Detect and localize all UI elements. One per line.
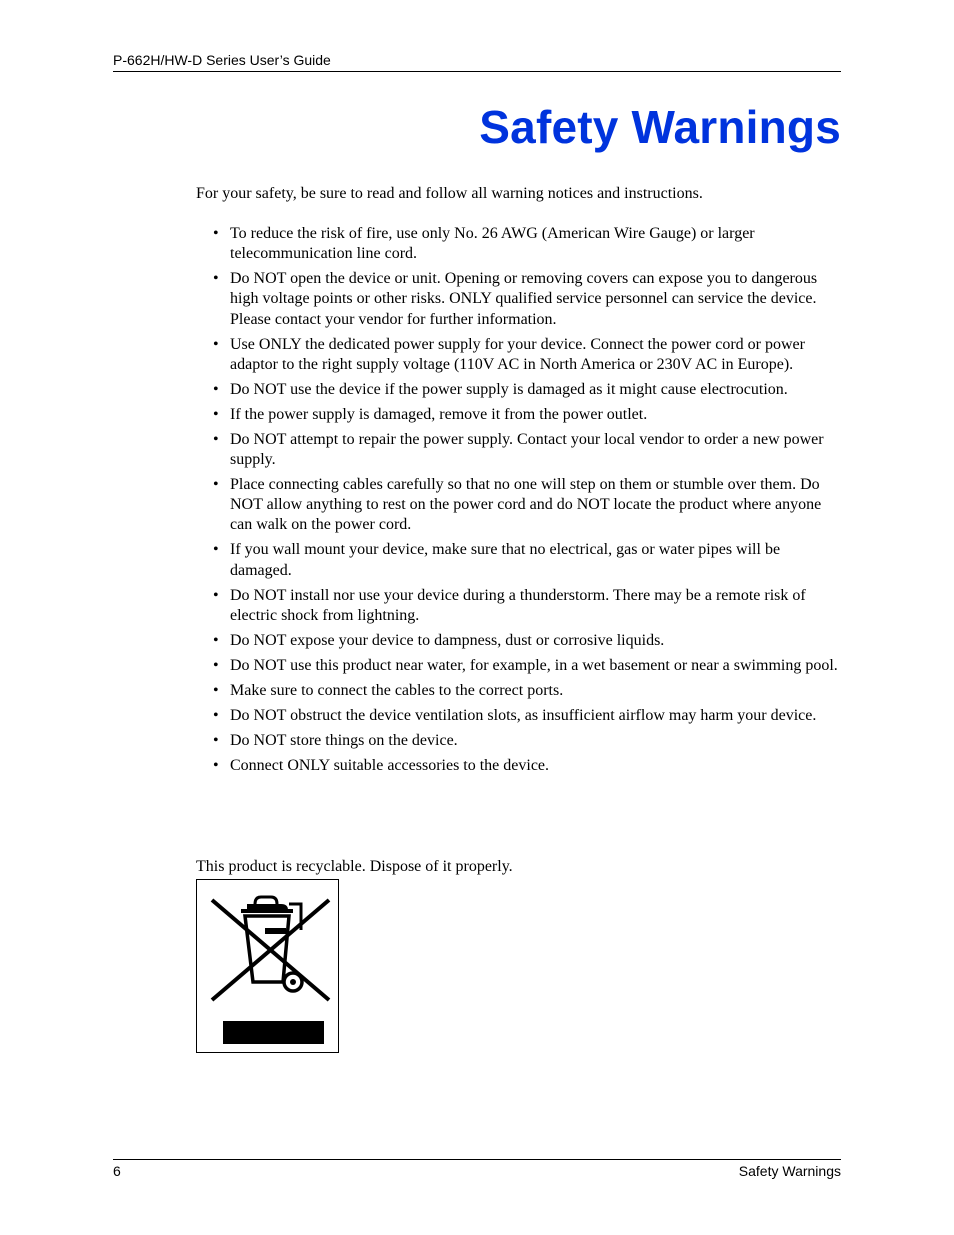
footer-divider bbox=[113, 1159, 841, 1160]
warning-item bbox=[196, 681, 842, 701]
crossed-out-wheelie-bin-icon bbox=[197, 880, 338, 1052]
bullet-icon: • bbox=[213, 586, 219, 604]
warning-list bbox=[196, 224, 842, 781]
bullet-icon: • bbox=[213, 405, 219, 423]
warning-text: Do NOT open the device or unit. Opening or removing covers can expose you to dangerous high voltage points or other risks. ONLY qualified service personnel can service the device. Please contact your vendor for further information. bbox=[230, 270, 818, 328]
running-header: P-662H/HW-D Series User’s Guide bbox=[113, 52, 331, 68]
bullet-icon: • bbox=[213, 270, 219, 288]
page-title: Safety Warnings bbox=[479, 101, 841, 153]
warning-text: If the power supply is damaged, remove it from the power outlet. bbox=[230, 405, 648, 423]
warning-item bbox=[196, 269, 842, 330]
warning-text: If you wall mount your device, make sure that no electrical, gas or water pipes will be damaged. bbox=[230, 541, 781, 579]
footer-section-title: Safety Warnings bbox=[738, 1163, 841, 1179]
bullet-icon: • bbox=[213, 656, 219, 674]
warning-item bbox=[196, 224, 842, 264]
warning-item bbox=[196, 430, 842, 470]
warning-text: Place connecting cables carefully so that no one will step on them or stumble over them. Do NOT allow anything to rest on the power cord and do NOT locate the product where anyone can walk on the power cord. bbox=[230, 476, 822, 534]
warning-text: Make sure to connect the cables to the correct ports. bbox=[230, 681, 564, 699]
warning-text: Do NOT obstruct the device ventilation slots, as insufficient airflow may harm your device. bbox=[230, 706, 817, 724]
bullet-icon: • bbox=[213, 731, 219, 749]
warning-text: Do NOT expose your device to dampness, dust or corrosive liquids. bbox=[230, 631, 665, 649]
warning-item bbox=[196, 475, 842, 536]
warning-text: Connect ONLY suitable accessories to the device. bbox=[230, 756, 550, 774]
warning-item bbox=[196, 405, 842, 425]
warning-text: Do NOT use the device if the power supply is damaged as it might cause electrocution. bbox=[230, 380, 788, 398]
warning-text: Use ONLY the dedicated power supply for your device. Connect the power cord or power adaptor to the right supply voltage (110V AC in North America or 230V AC in Europe). bbox=[230, 335, 805, 373]
bullet-icon: • bbox=[213, 631, 219, 649]
bullet-icon: • bbox=[213, 706, 219, 724]
warning-item bbox=[196, 335, 842, 375]
warning-text: To reduce the risk of fire, use only No. 26 AWG (American Wire Gauge) or larger telecommunication line cord. bbox=[230, 225, 755, 263]
warning-item bbox=[196, 380, 842, 400]
warning-text: Do NOT install nor use your device during a thunderstorm. There may be a remote risk of electric shock from lightning. bbox=[230, 586, 806, 624]
bullet-icon: • bbox=[213, 476, 219, 494]
weee-symbol-frame bbox=[196, 879, 339, 1053]
warning-item bbox=[196, 756, 842, 776]
bullet-icon: • bbox=[213, 380, 219, 398]
warning-item bbox=[196, 631, 842, 651]
bullet-icon: • bbox=[213, 756, 219, 774]
recycle-note: This product is recyclable. Dispose of it properly. bbox=[196, 858, 513, 875]
header-divider bbox=[113, 71, 841, 72]
bullet-icon: • bbox=[213, 335, 219, 353]
warning-item bbox=[196, 731, 842, 751]
warning-text: Do NOT use this product near water, for example, in a wet basement or near a swimming pool. bbox=[230, 656, 838, 674]
warning-text: Do NOT attempt to repair the power supply. Contact your local vendor to order a new power supply. bbox=[230, 430, 824, 469]
page-number: 6 bbox=[113, 1163, 121, 1179]
warning-item bbox=[196, 540, 842, 580]
warning-text: Do NOT store things on the device. bbox=[230, 731, 458, 749]
bullet-icon: • bbox=[213, 430, 219, 448]
warning-item bbox=[196, 586, 842, 626]
warning-item bbox=[196, 706, 842, 726]
bullet-icon: • bbox=[213, 541, 219, 559]
intro-paragraph: For your safety, be sure to read and follow all warning notices and instructions. bbox=[196, 185, 703, 202]
bullet-icon: • bbox=[213, 681, 219, 699]
bullet-icon: • bbox=[213, 225, 219, 242]
warning-item bbox=[196, 656, 842, 676]
